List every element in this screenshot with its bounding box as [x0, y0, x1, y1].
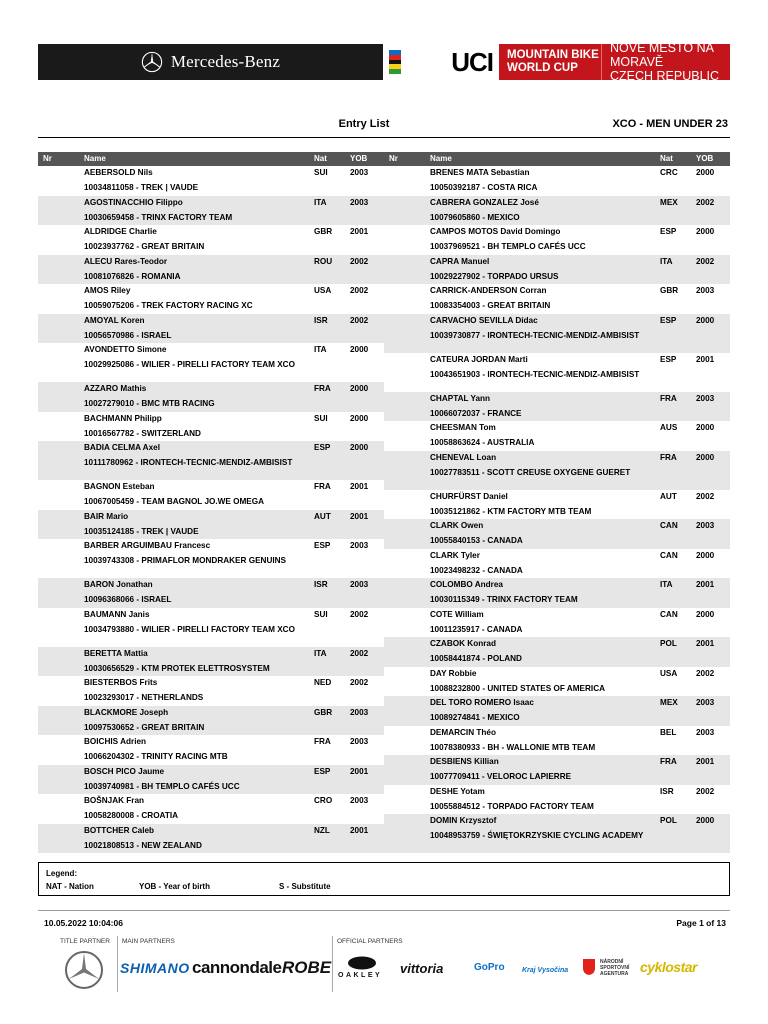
- partner-divider: [117, 936, 118, 992]
- rider-name: CHURFÜRST Daniel: [430, 491, 508, 501]
- rider-yob: 2001: [696, 354, 715, 364]
- event-location-block: [601, 41, 730, 83]
- rider-team: 10030115349 - TRINX FACTORY TEAM: [430, 595, 578, 604]
- header-yob: YOB: [696, 154, 714, 163]
- table-row: [384, 166, 730, 196]
- gopro-logo: GoPro: [474, 962, 505, 973]
- rider-name: DAY Robbie: [430, 668, 477, 678]
- rider-yob: 2003: [350, 197, 369, 207]
- rider-yob: 2001: [350, 482, 369, 491]
- table-row: [38, 765, 384, 795]
- rider-name: AEBERSOLD Nils: [84, 168, 153, 177]
- rider-nation: ITA: [314, 197, 327, 207]
- rider-team: 10039743308 - PRIMAFLOR MONDRAKER GENUINS: [84, 556, 287, 565]
- rider-team: 10058441874 - POLAND: [430, 654, 522, 663]
- rider-team: 10055840153 - CANADA: [430, 536, 523, 545]
- table-row: [384, 196, 730, 226]
- uci-rainbow-bars: [389, 50, 401, 74]
- rider-nation: GBR: [314, 227, 333, 236]
- title-partner-label: TITLE PARTNER: [60, 938, 110, 945]
- nsa-emblem-icon: [582, 958, 596, 976]
- rider-yob: 2002: [350, 678, 369, 687]
- table-row: [384, 392, 730, 422]
- rider-yob: 2002: [696, 491, 715, 501]
- rider-yob: 2003: [696, 698, 715, 707]
- rider-yob: 2001: [696, 757, 715, 766]
- rider-nation: POL: [660, 816, 677, 825]
- table-row: [384, 814, 730, 853]
- rider-team: 10081076826 - ROMANIA: [84, 271, 181, 281]
- rider-name: CZABOK Konrad: [430, 639, 496, 648]
- rider-yob: 2000: [696, 550, 715, 560]
- rider-nation: ESP: [314, 443, 331, 452]
- main-partners-label: MAIN PARTNERS: [122, 938, 175, 945]
- header-nr: Nr: [43, 154, 52, 163]
- rider-nation: ISR: [314, 315, 328, 325]
- rider-team: 10083354003 - GREAT BRITAIN: [430, 301, 551, 310]
- rider-name: CHAPTAL Yann: [430, 393, 491, 403]
- table-row: [38, 166, 384, 196]
- rider-team: 10111780962 - IRONTECH-TECNIC-MENDIZ-AMBISIST: [84, 458, 293, 467]
- rider-yob: 2000: [350, 384, 369, 393]
- rider-nation: ESP: [660, 315, 677, 325]
- rider-yob: 2000: [696, 816, 715, 825]
- table-row: [384, 519, 730, 549]
- rider-yob: 2001: [696, 580, 715, 589]
- rider-name: AMOS Riley: [84, 286, 131, 295]
- table-row: [384, 255, 730, 285]
- rider-nation: BEL: [660, 727, 677, 737]
- rider-yob: 2002: [696, 256, 715, 266]
- entry-table-left: [38, 152, 384, 853]
- rider-team: 10030656529 - KTM PROTEK ELETTROSYSTEM: [84, 663, 270, 673]
- table-row: [38, 676, 384, 706]
- table-row: [38, 539, 384, 578]
- rider-yob: 2001: [350, 766, 369, 776]
- official-partners-label: OFFICIAL PARTNERS: [337, 938, 403, 945]
- rider-team: 10021808513 - NEW ZEALAND: [84, 840, 202, 850]
- partner-divider: [332, 936, 333, 992]
- table-row: [384, 696, 730, 726]
- table-row: [38, 255, 384, 285]
- rider-team: 10027279010 - BMC MTB RACING: [84, 399, 215, 408]
- page-number: Page 1 of 13: [676, 918, 726, 928]
- rider-name: CHEESMAN Tom: [430, 423, 496, 432]
- rider-nation: FRA: [314, 737, 331, 746]
- rider-team: 10050392187 - COSTA RICA: [430, 183, 538, 192]
- rider-yob: 2000: [350, 413, 369, 423]
- rider-nation: ITA: [660, 580, 673, 589]
- print-date: 10.05.2022 10:04:06: [44, 918, 123, 928]
- rider-name: DEMARCIN Théo: [430, 727, 496, 737]
- rider-name: BLACKMORE Joseph: [84, 707, 169, 717]
- rider-name: BERETTA Mattia: [84, 648, 148, 658]
- rider-team: 10011235917 - CANADA: [430, 624, 523, 634]
- table-row: [384, 490, 730, 520]
- rider-name: CARVACHO SEVILLA Dídac: [430, 315, 538, 325]
- table-row: [38, 794, 384, 824]
- rider-name: CLARK Tyler: [430, 550, 480, 560]
- rider-yob: 2001: [350, 511, 369, 521]
- rider-nation: FRA: [660, 393, 677, 403]
- rider-nation: CAN: [660, 550, 678, 560]
- rider-yob: 2002: [696, 668, 715, 678]
- table-row: [38, 608, 384, 647]
- rider-team: 10023937762 - GREAT BRITAIN: [84, 242, 205, 251]
- rider-yob: 2000: [350, 345, 369, 354]
- rider-name: DEL TORO ROMERO Isaac: [430, 698, 534, 707]
- table-row: [38, 824, 384, 854]
- event-line-1: MOUNTAIN BIKE: [507, 49, 599, 61]
- table-row: [38, 510, 384, 540]
- rider-team: 10058863624 - AUSTRALIA: [430, 438, 535, 447]
- table-row: [38, 706, 384, 736]
- rider-team: 10039740981 - BH TEMPLO CAFÉS UCC: [84, 781, 240, 791]
- header-nat: Nat: [660, 154, 673, 163]
- rider-yob: 2000: [696, 315, 715, 325]
- header-nr: Nr: [389, 154, 398, 163]
- rider-team: 10077709411 - VELOROC LAPIERRE: [430, 772, 572, 781]
- document-title: Entry List: [338, 118, 390, 130]
- table-row: [38, 343, 384, 382]
- rider-name: BAGNON Esteban: [84, 482, 155, 491]
- rider-team: 10048953759 - ŚWIĘTOKRZYSKIE CYCLING ACADEMY: [430, 831, 644, 840]
- rider-yob: 2002: [350, 648, 369, 658]
- rider-name: BADIA CELMA Axel: [84, 443, 160, 452]
- rider-team: 10058280008 - CROATIA: [84, 811, 179, 820]
- table-row: [384, 549, 730, 579]
- rider-yob: 2003: [350, 541, 369, 550]
- header-name: Name: [430, 154, 452, 163]
- nsa-logo: [600, 959, 629, 977]
- rider-name: CLARK Owen: [430, 521, 484, 530]
- rider-team: 10034793880 - WILIER - PIRELLI FACTORY TEAM XCO: [84, 624, 295, 634]
- rider-nation: SUI: [314, 609, 328, 619]
- rider-nation: AUT: [660, 491, 677, 501]
- table-row: [384, 284, 730, 314]
- header-nat: Nat: [314, 154, 327, 163]
- nsa-line-3: AGENTURA: [600, 971, 629, 977]
- table-row: [384, 314, 730, 353]
- rider-name: CARRICK-ANDERSON Corran: [430, 286, 547, 295]
- rider-team: 10043651903 - IRONTECH-TECNIC-MENDIZ-AMBISIST: [430, 369, 640, 379]
- category-title: XCO - MEN UNDER 23: [612, 118, 728, 130]
- rider-yob: 2003: [696, 393, 715, 403]
- rider-team: 10037969521 - BH TEMPLO CAFÉS UCC: [430, 242, 586, 251]
- rider-nation: CAN: [660, 521, 678, 530]
- rider-nation: ROU: [314, 256, 333, 266]
- mercedes-benz-logo-text: Mercedes-Benz: [170, 52, 281, 71]
- rider-yob: 2002: [350, 609, 369, 619]
- table-row: [38, 314, 384, 344]
- rider-name: BOICHIS Adrien: [84, 737, 147, 746]
- cyklostar-logo: cyklostar: [640, 959, 697, 975]
- rider-team: 10056570986 - ISRAEL: [84, 330, 172, 340]
- location-line-2: CZECH REPUBLIC: [610, 69, 720, 83]
- header-banner: [38, 41, 730, 83]
- document-title-row: [38, 114, 730, 138]
- rider-nation: NZL: [314, 825, 330, 835]
- rider-yob: 2003: [696, 521, 715, 530]
- rider-yob: 2003: [350, 737, 369, 746]
- rider-name: ALECU Rares-Teodor: [84, 256, 168, 266]
- rider-nation: SUI: [314, 168, 328, 177]
- rider-name: ALDRIDGE Charlie: [84, 227, 157, 236]
- uci-logo-text: UCI: [451, 46, 493, 77]
- table-row: [38, 735, 384, 765]
- rider-name: BOŠNJAK Fran: [84, 796, 145, 805]
- rider-team: 10029227902 - TORPADO URSUS: [430, 271, 559, 281]
- rider-name: AVONDETTO Simone: [84, 345, 167, 354]
- rider-nation: FRA: [314, 384, 331, 393]
- nsa-line-1: NÁRODNÍ: [600, 959, 624, 965]
- uci-logo: [383, 44, 499, 80]
- table-row: [38, 412, 384, 442]
- rider-team: 10088232800 - UNITED STATES OF AMERICA: [430, 683, 606, 693]
- rider-name: AZZARO Mathis: [84, 384, 147, 393]
- rider-name: BACHMANN Philipp: [84, 413, 162, 423]
- nsa-line-2: SPORTOVNÍ: [600, 965, 630, 971]
- table-row: [384, 785, 730, 815]
- rider-nation: CRO: [314, 796, 333, 805]
- robe-logo: ROBE: [282, 958, 332, 977]
- rider-team: 10039730877 - IRONTECH-TECNIC-MENDIZ-AMBISIST: [430, 330, 640, 340]
- rider-yob: 2003: [350, 796, 369, 805]
- rider-team: 10089274841 - MEXICO: [430, 713, 520, 722]
- rider-yob: 2002: [350, 256, 369, 266]
- table-row: [38, 382, 384, 412]
- rider-yob: 2003: [350, 580, 369, 589]
- rider-yob: 2001: [696, 639, 715, 648]
- rider-team: 10055884512 - TORPADO FACTORY TEAM: [430, 801, 594, 811]
- rider-name: COTE William: [430, 609, 484, 619]
- rider-nation: GBR: [314, 707, 333, 717]
- rider-name: CHENEVAL Loan: [430, 452, 497, 462]
- rider-yob: 2002: [350, 286, 369, 295]
- rider-nation: ISR: [314, 580, 328, 589]
- rider-team: 10023498232 - CANADA: [430, 565, 523, 575]
- rider-nation: FRA: [660, 757, 677, 766]
- rider-name: BARON Jonathan: [84, 580, 153, 589]
- rider-nation: POL: [660, 639, 677, 648]
- rider-yob: 2001: [350, 227, 369, 236]
- rider-team: 10034811058 - TREK | VAUDE: [84, 183, 199, 192]
- oakley-logo: OAKLEY: [338, 972, 383, 979]
- footer-divider: [38, 910, 730, 911]
- rider-name: BAUMANN Janis: [84, 609, 150, 619]
- rider-yob: 2003: [350, 707, 369, 717]
- table-row: [384, 353, 730, 392]
- rider-nation: AUT: [314, 511, 331, 521]
- rider-name: COLOMBO Andrea: [430, 580, 503, 589]
- rider-yob: 2001: [350, 825, 369, 835]
- rider-yob: 2002: [696, 786, 715, 796]
- rider-nation: USA: [660, 668, 678, 678]
- rider-yob: 2002: [696, 197, 715, 207]
- rider-team: 10078380933 - BH - WALLONIE MTB TEAM: [430, 742, 596, 752]
- legend-title: Legend:: [46, 869, 78, 878]
- table-row: [38, 578, 384, 608]
- rider-nation: AUS: [660, 423, 678, 432]
- event-name-block: [499, 44, 601, 80]
- table-header: [38, 152, 384, 166]
- rider-yob: 2000: [350, 443, 369, 452]
- table-row: [384, 451, 730, 490]
- rider-yob: 2003: [696, 727, 715, 737]
- rider-team: 10059075206 - TREK FACTORY RACING XC: [84, 301, 253, 310]
- header-yob: YOB: [350, 154, 368, 163]
- rider-nation: CAN: [660, 609, 678, 619]
- table-row: [38, 196, 384, 226]
- rider-team: 10035121862 - KTM FACTORY MTB TEAM: [430, 506, 592, 516]
- rider-yob: 2003: [350, 168, 369, 177]
- rider-name: AGOSTINACCHIO Filippo: [84, 197, 183, 207]
- rider-nation: MEX: [660, 197, 678, 207]
- rider-name: DOMIN Krzysztof: [430, 816, 497, 825]
- cannondale-logo: cannondale: [192, 958, 282, 977]
- table-row: [384, 608, 730, 638]
- table-row: [384, 578, 730, 608]
- rider-nation: ESP: [660, 227, 677, 236]
- rider-name: BARBER ARGUIMBAU Francesc: [84, 541, 211, 550]
- rider-name: BIESTERBOS Frits: [84, 678, 158, 687]
- table-row: [384, 637, 730, 667]
- table-row: [38, 647, 384, 677]
- table-header: [384, 152, 730, 166]
- rider-nation: ITA: [314, 648, 327, 658]
- legend-substitute: S - Substitute: [279, 882, 331, 891]
- rider-nation: ITA: [660, 256, 673, 266]
- rider-team: 10027783511 - SCOTT CREUSE OXYGENE GUERET: [430, 467, 631, 477]
- mercedes-star-footer-icon: [64, 950, 104, 990]
- table-row: [38, 480, 384, 510]
- table-row: [38, 284, 384, 314]
- rider-name: DESBIENS Killian: [430, 757, 499, 766]
- rider-name: CAMPOS MOTOS David Domingo: [430, 227, 561, 236]
- rider-yob: 2002: [350, 315, 369, 325]
- event-line-2: WORLD CUP: [507, 62, 578, 74]
- rider-team: 10029925086 - WILIER - PIRELLI FACTORY TEAM XCO: [84, 360, 295, 369]
- rider-team: 10096368066 - ISRAEL: [84, 595, 172, 604]
- table-row: [384, 225, 730, 255]
- rider-team: 10066204302 - TRINITY RACING MTB: [84, 752, 228, 761]
- rider-yob: 2000: [696, 423, 715, 432]
- legend-box: [38, 862, 730, 896]
- rider-team: 10066072037 - FRANCE: [430, 408, 522, 418]
- title-partner-area: [38, 44, 383, 80]
- vittoria-logo: vittoria: [400, 961, 444, 976]
- legend-yob: YOB - Year of birth: [139, 882, 210, 891]
- rider-yob: 2003: [696, 286, 715, 295]
- rider-team: 10079605860 - MEXICO: [430, 212, 520, 222]
- rider-nation: ISR: [660, 786, 674, 796]
- mercedes-star-icon: [141, 51, 163, 73]
- rider-nation: ITA: [314, 345, 327, 354]
- rider-team: 10035124185 - TREK | VAUDE: [84, 526, 199, 536]
- rider-yob: 2000: [696, 168, 715, 177]
- rider-nation: FRA: [660, 452, 677, 462]
- rider-yob: 2000: [696, 609, 715, 619]
- legend-nat: NAT - Nation: [46, 882, 94, 891]
- rider-name: DESHE Yotam: [430, 786, 485, 796]
- table-row: [384, 755, 730, 785]
- table-row: [384, 667, 730, 697]
- rider-yob: 2000: [696, 452, 715, 462]
- rider-name: BOTTCHER Caleb: [84, 825, 155, 835]
- rider-nation: CRC: [660, 168, 678, 177]
- oakley-ellipse-icon: [347, 956, 377, 970]
- rider-nation: ESP: [314, 766, 331, 776]
- rider-nation: GBR: [660, 286, 679, 295]
- rider-name: CAPRA Manuel: [430, 256, 490, 266]
- entry-table-right: [384, 152, 730, 853]
- rider-nation: NED: [314, 678, 332, 687]
- shimano-logo: SHIMANO: [120, 960, 190, 976]
- rider-nation: ESP: [660, 354, 677, 364]
- location-line-1: NOVÉ MĚSTO NA MORAVĚ: [610, 41, 714, 69]
- rider-team: 10097530652 - GREAT BRITAIN: [84, 722, 205, 732]
- rider-nation: ESP: [314, 541, 331, 550]
- table-row: [38, 225, 384, 255]
- rider-name: BOSCH PICO Jaume: [84, 766, 165, 776]
- rider-name: BRENES MATA Sebastian: [430, 168, 530, 177]
- rider-nation: MEX: [660, 698, 678, 707]
- rider-name: CABRERA GONZALEZ José: [430, 197, 539, 207]
- rider-team: 10030659458 - TRINX FACTORY TEAM: [84, 212, 233, 222]
- table-row: [38, 441, 384, 480]
- rider-team: 10016567782 - SWITZERLAND: [84, 428, 201, 438]
- header-name: Name: [84, 154, 106, 163]
- rider-nation: USA: [314, 286, 332, 295]
- rider-team: 10067005459 - TEAM BAGNOL JO.WE OMEGA: [84, 497, 265, 506]
- rider-team: 10023293017 - NETHERLANDS: [84, 693, 204, 702]
- rider-name: CATEURA JORDAN Marti: [430, 354, 528, 364]
- table-row: [384, 421, 730, 451]
- rider-name: BAIR Mario: [84, 511, 129, 521]
- table-row: [384, 726, 730, 756]
- rider-name: AMOYAL Koren: [84, 315, 145, 325]
- rider-nation: FRA: [314, 482, 331, 491]
- rider-yob: 2000: [696, 227, 715, 236]
- rider-nation: SUI: [314, 413, 328, 423]
- kraj-vysocina-logo: Kraj Vysočina: [522, 967, 569, 974]
